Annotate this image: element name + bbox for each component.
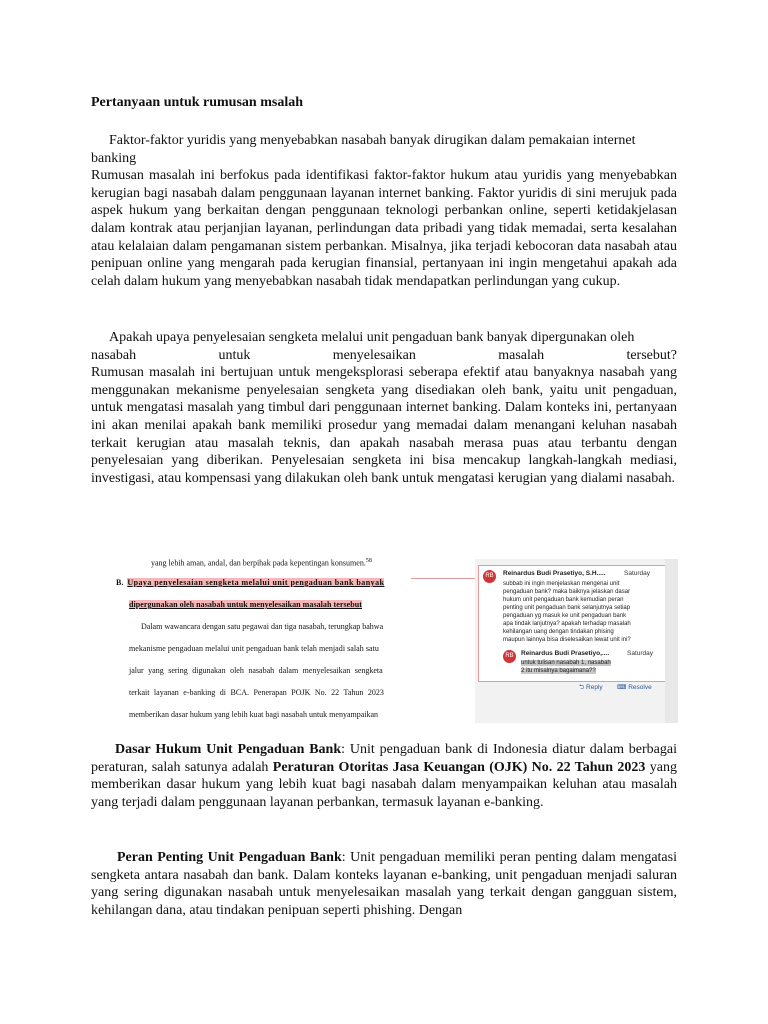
screenshot-body-line: Dalam wawancara dengan satu pegawai dan tiga nasabah, terungkap bahwa	[141, 622, 384, 631]
paragraph-dasar-hukum	[91, 741, 677, 811]
reply-icon: ⮌	[579, 684, 585, 691]
highlighted-title-2: dipergunakan oleh nasabah untuk menyelesaikan masalah tersebut	[129, 600, 362, 609]
comment-pane	[475, 559, 678, 723]
reply-author: Reinardus Budi Prasetiyo,....	[521, 650, 610, 657]
question-1-body: Rumusan masalah ini berfokus pada identifikasi faktor-faktor hukum atau yuridis yang menyebabkan kerugian bagi nasabah dalam penggunaan layanan internet banking. Faktor yuridis di sini merujuk pada aspek hukum yang berkaitan dengan penggunaan teknologi perbankan online, seperti ketidakjelasan dalam kontrak atau perjanjian layanan, perlindungan data pribadi yang tidak memadai, serta kesalahan atau kelalaian dalam pengamanan sistem perbankan. Misalnya, jika terjadi kebocoran data nasabah atau penipuan online yang mengarah pada kerugian finansial, pertanyaan ini ingin mengetahui apakah ada celah dalam hukum yang menyebabkan nasabah tidak mendapatkan perlindungan yang cukup.	[91, 168, 677, 289]
screenshot-body-line: memberikan dasar hukum yang lebih kuat bagi nasabah untuk menyampaikan	[129, 710, 379, 719]
screenshot-body-line: mekanisme pengaduan melalui unit pengaduan bank telah menjadi salah satu	[129, 644, 379, 653]
screenshot-body-line: terkait layanan e-banking di BCA. Penerapan POJK No. 22 Tahun 2023	[129, 688, 384, 697]
comment-author: Reinardus Budi Prasetiyo, S.H.....	[503, 570, 606, 577]
dasar-hukum-text-a: : Unit pengaduan bank di Indonesia diatur dalam berbagai peraturan, salah satunya adalah	[91, 742, 678, 775]
peran-penting-label: Peran Penting Unit Pengaduan Bank	[117, 850, 342, 865]
question-2-line-b: nasabah untuk menyelesaikan masalah tersebut?	[91, 347, 677, 363]
screenshot-document-area	[91, 556, 478, 723]
comment-text: subbab ini ingin menjelaskan mengenai unit pengaduan bank? maka baiknya jelaskan dasar hukum unit pengaduan bank kemudian peran penting unit pengaduan bank selanjutnya setiap pengaduan yg masuk ke unit pengaduan bank apa tindak lanjutnya? apakah terhadap masalah kehilangan uang dengan tindakan phising maupun lainnya bisa diselesaikan lewat unit ini?	[503, 581, 631, 643]
screenshot-line-1: yang lebih aman, andal, dan berpihak pada kepentingan konsumen.$^{58}$	[151, 558, 372, 568]
dasar-hukum-label: Dasar Hukum Unit Pengaduan Bank	[115, 742, 342, 757]
screenshot-section-title-2	[129, 600, 449, 610]
paragraph-peran-penting	[91, 849, 677, 919]
dasar-hukum-text-b: yang memberikan dasar hukum yang lebih kuat bagi nasabah dalam menyampaikan keluhan atau masalah yang terjadi dalam penggunaan layanan perbankan, termasuk layanan e-banking.	[91, 759, 677, 810]
comment-pane-scrollbar[interactable]	[665, 559, 678, 723]
comment-connector-line	[411, 578, 478, 579]
embedded-screenshot	[91, 556, 678, 723]
question-2-block	[91, 329, 677, 487]
peran-penting-text: : Unit pengaduan memiliki peran penting dalam mengatasi sengketa antara nasabah dan bank. Dalam konteks layanan e-banking, unit pengaduan menjadi saluran yang sering digunakan nasabah untuk menyelesaikan masalah yang terkait dengan gangguan sistem, kehilangan dana, atau tindakan penipuan seperti phishing. Dengan	[91, 850, 677, 918]
question-2-body: Rumusan masalah ini bertujuan untuk mengeksplorasi seberapa efektif atau banyaknya nasabah yang menggunakan mekanisme penyelesaian sengketa yang disediakan oleh bank, yaitu unit pengaduan, untuk mengatasi masalah yang timbul dari penggunaan internet banking. Dalam konteks ini, pertanyaan ini akan menilai apakah bank memiliki prosedur yang memadai dalam menangani keluhan nasabah terkait kerugian atau masalah teknis, dan apakah nasabah merasa puas atau terbantu dengan penyelesaian yang diberikan. Penyelesaian sengketa ini bisa mencakup langkah-langkah mediasi, investigasi, atau kompensasi yang dilakukan oleh bank untuk mengatasi kerugian yang dialami nasabah.	[91, 365, 677, 486]
ojk-regulation: Peraturan Otoritas Jasa Keuangan (OJK) No. 22 Tahun 2023	[272, 759, 646, 775]
comment-avatar: RB	[483, 570, 496, 583]
question-1-line-b: banking	[91, 150, 137, 166]
comment-date: Saturday	[624, 570, 651, 577]
highlighted-title-1: Upaya penyelesaian sengketa melalui unit pengaduan bank banyak	[127, 578, 385, 587]
reply-date: Saturday	[627, 650, 654, 657]
footnote-number: 58	[365, 558, 372, 564]
reply-text: untuk tulisan nasabah 1, nasabah 2 itu misalnya bagaimana??	[521, 660, 611, 674]
reply-avatar: RB	[503, 650, 516, 663]
screenshot-body-line: jalur yang sering digunakan oleh nasabah dalam menyelesaikan sengketa	[129, 666, 383, 675]
resolve-icon: ⌨	[617, 684, 627, 691]
resolve-button[interactable]: ⌨ Resolve	[617, 684, 652, 691]
question-2-line-a: Apakah upaya penyelesaian sengketa melalui unit pengaduan bank banyak dipergunakan oleh	[109, 330, 635, 345]
question-1-block	[91, 132, 677, 290]
question-1-line-a: Faktor-faktor yuridis yang menyebabkan nasabah banyak dirugikan dalam pemakaian internet	[109, 133, 636, 148]
reply-button[interactable]: ⮌ Reply	[579, 684, 603, 691]
comment-thread[interactable]	[478, 565, 667, 691]
screenshot-section-title-1: B. Upaya penyelesaian sengketa melalui unit pengaduan bank banyak	[116, 578, 385, 587]
page-heading: Pertanyaan untuk rumusan msalah	[91, 95, 303, 110]
